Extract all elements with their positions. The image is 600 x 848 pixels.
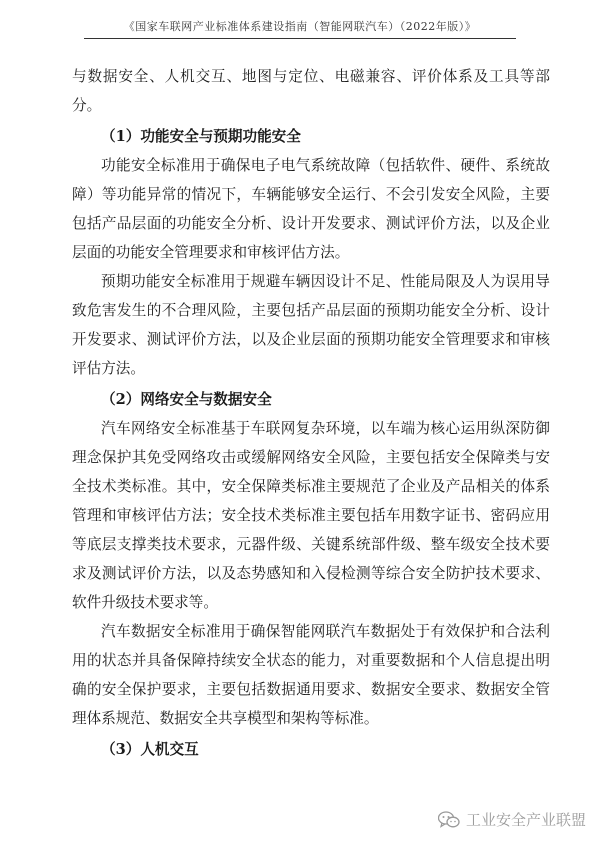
section2-heading: （2）网络安全与数据安全 — [101, 391, 272, 408]
watermark-text: 工业安全产业联盟 — [465, 811, 586, 829]
running-header: 《国家车联网产业标准体系建设指南（智能网联汽车）（2022年版）》 — [123, 20, 477, 33]
document-body — [72, 62, 550, 764]
section3-heading: （3）人机交互 — [101, 741, 199, 758]
section1-paragraph-2: 预期功能安全标准用于规避车辆因设计不足、性能局限及人为误用导致危害发生的不合理风险，主要包括产品层面的预期功能安全分析、设计开发要求、测试评价方法，以及企业层面的预期功能安全管理要求和审核评估方法。 — [72, 273, 550, 377]
intro-paragraph: 与数据安全、人机交互、地图与定位、电磁兼容、评价体系及工具等部分。 — [72, 68, 550, 114]
watermark — [438, 809, 586, 830]
header-divider — [84, 38, 516, 39]
section2-paragraph-2: 汽车数据安全标准用于确保智能网联汽车数据处于有效保护和合法利用的状态并具备保障持续安全状态的能力，对重要数据和个人信息提出明确的安全保护要求，主要包括数据通用要求、数据安全要求、数据安全管理体系规范、数据安全共享模型和架构等标准。 — [72, 623, 550, 727]
section1-paragraph-1: 功能安全标准用于确保电子电气系统故障（包括软件、硬件、系统故障）等功能异常的情况下，车辆能够安全运行、不会引发安全风险，主要包括产品层面的功能安全分析、设计开发要求、测试评价方法，以及企业层面的功能安全管理要求和审核评估方法。 — [72, 157, 550, 261]
section2-paragraph-1: 汽车网络安全标准基于车联网复杂环境，以车端为核心运用纵深防御理念保护其免受网络攻击或缓解网络安全风险，主要包括安全保障类与安全技术类标准。其中，安全保障类标准主要规范了企业及产品相关的体系管理和审核评估方法；安全技术类标准主要包括车用数字证书、密码应用等底层支撑类技术要求，元器件级、关键系统部件级、整车级安全技术要求及测试评价方法，以及态势感知和入侵检测等综合安全防护技术要求、软件升级技术要求等。 — [72, 420, 550, 611]
section1-heading: （1）功能安全与预期功能安全 — [101, 128, 301, 145]
wechat-icon — [438, 811, 460, 829]
